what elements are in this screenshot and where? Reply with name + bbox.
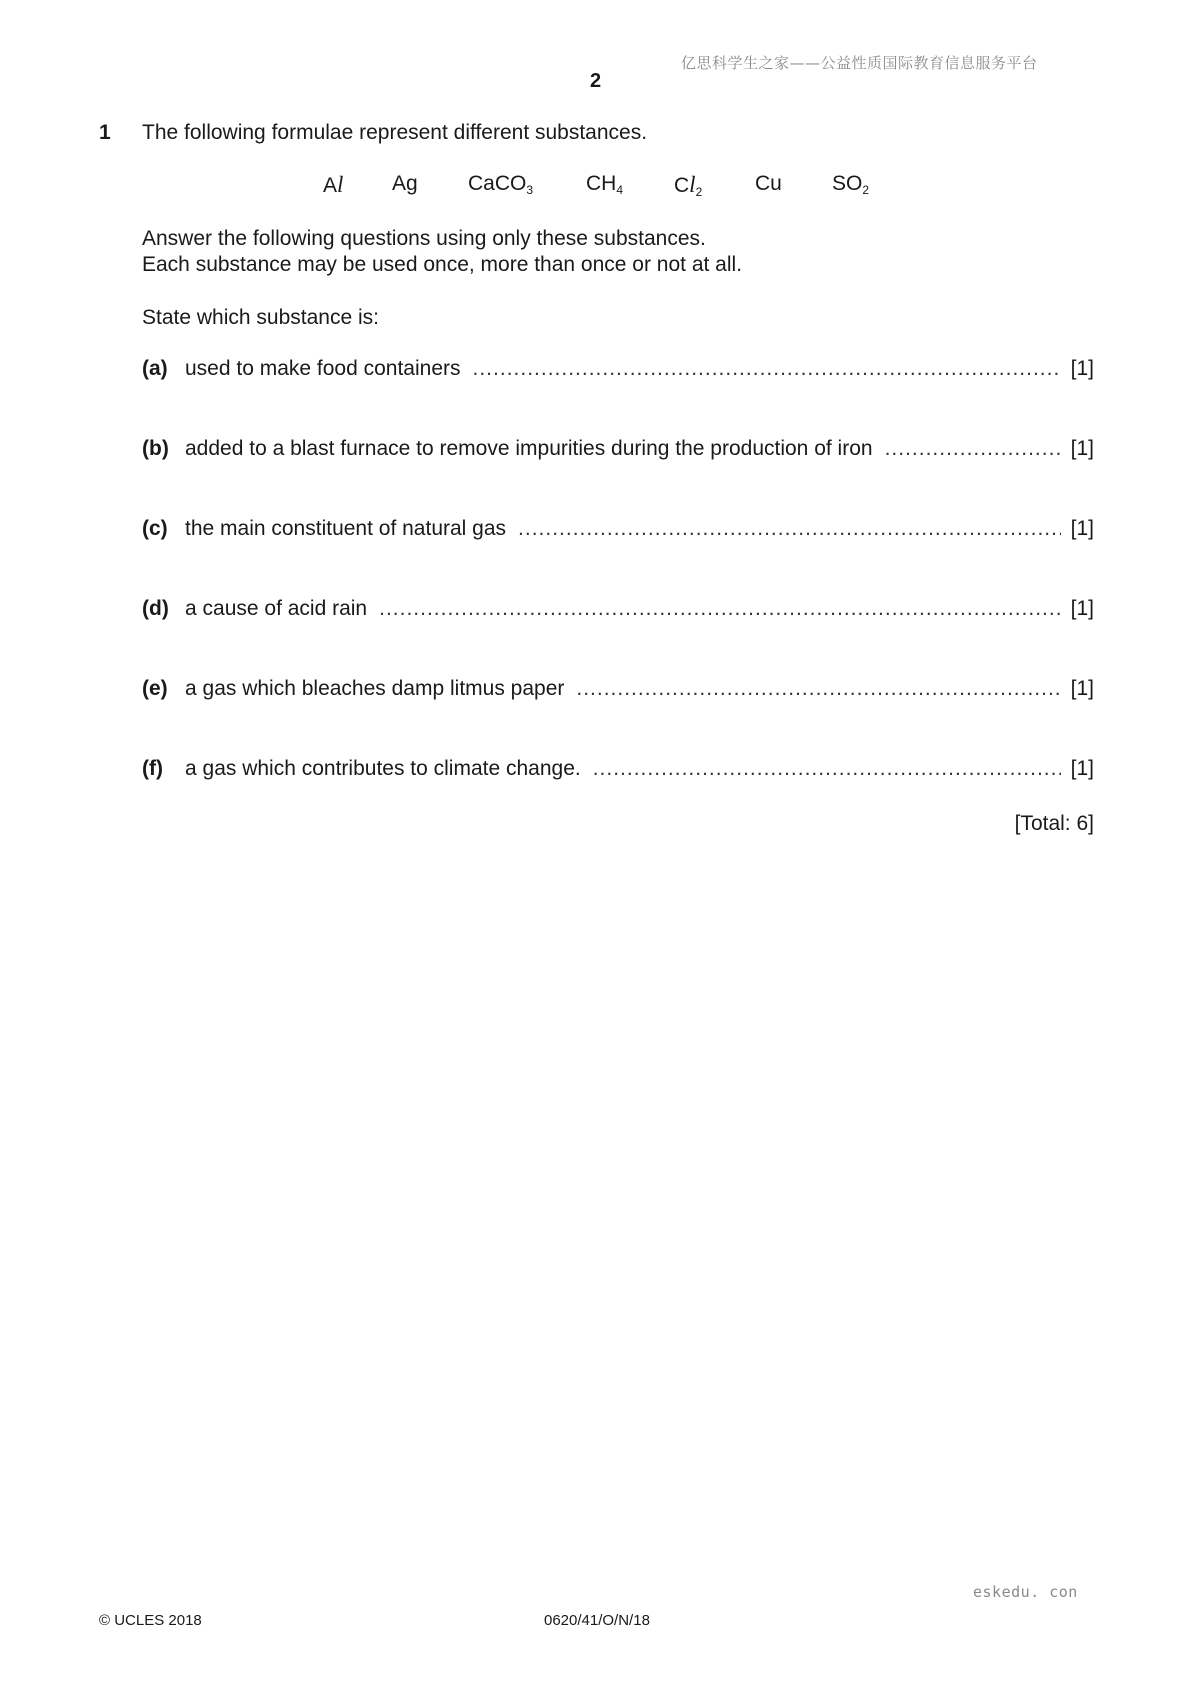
part-label: (e): [142, 677, 168, 700]
question-intro: The following formulae represent different substances.: [142, 121, 648, 144]
total-marks: [Total: 6]: [1014, 812, 1094, 835]
part-mark: [1]: [1070, 757, 1094, 780]
part-mark: [1]: [1070, 597, 1094, 620]
answer-line[interactable]: [593, 757, 1061, 781]
footer-copyright: © UCLES 2018: [99, 1612, 202, 1629]
question-number: 1: [99, 121, 111, 144]
instruction-line-2: Each substance may be used once, more than once or not at all.: [142, 253, 743, 276]
part-mark: [1]: [1070, 517, 1094, 540]
formula-sulfur-dioxide: $SO_2$: [832, 172, 870, 197]
formula-methane: $CH_4$: [586, 172, 624, 197]
part-mark: [1]: [1070, 357, 1094, 380]
question-part-d: [142, 597, 1094, 627]
question-part-b: [142, 437, 1094, 467]
question-prompt: State which substance is:: [142, 306, 379, 329]
question-part-a: [142, 357, 1094, 387]
footer-site-watermark: eskedu. con: [973, 1583, 1078, 1601]
page-number: 2: [590, 70, 602, 92]
part-label: (d): [142, 597, 169, 620]
formula-aluminium: Al: [323, 172, 344, 197]
answer-line[interactable]: [473, 357, 1061, 381]
part-text: the main constituent of natural gas: [185, 517, 507, 540]
part-text: a gas which bleaches damp litmus paper: [185, 677, 565, 700]
answer-line[interactable]: [885, 437, 1061, 461]
question-part-c: [142, 517, 1094, 547]
part-text: added to a blast furnace to remove impurities during the production of iron: [185, 437, 873, 460]
part-mark: [1]: [1070, 437, 1094, 460]
answer-line[interactable]: [576, 677, 1060, 701]
question-part-e: [142, 677, 1094, 707]
part-label: (f): [142, 757, 163, 780]
formula-list: [0, 172, 1191, 206]
answer-line[interactable]: [518, 517, 1061, 541]
part-label: (c): [142, 517, 168, 540]
formula-chlorine: $Cl_2$: [674, 172, 703, 199]
question-part-f: [142, 757, 1094, 787]
part-text: a cause of acid rain: [185, 597, 368, 620]
footer-paper-code: 0620/41/O/N/18: [544, 1612, 650, 1629]
formula-calcium-carbonate: CaCO$_3$: [468, 172, 534, 197]
formula-copper: Cu: [755, 172, 782, 195]
part-mark: [1]: [1070, 677, 1094, 700]
answer-line[interactable]: [379, 597, 1061, 621]
part-text: a gas which contributes to climate change.: [185, 757, 581, 780]
part-label: (b): [142, 437, 169, 460]
formula-silver: Ag: [392, 172, 418, 195]
part-label: (a): [142, 357, 168, 380]
instruction-line-1: Answer the following questions using only these substances.: [142, 227, 706, 250]
header-watermark: 亿思科学生之家——公益性质国际教育信息服务平台: [681, 54, 1038, 72]
part-text: used to make food containers: [185, 357, 461, 380]
